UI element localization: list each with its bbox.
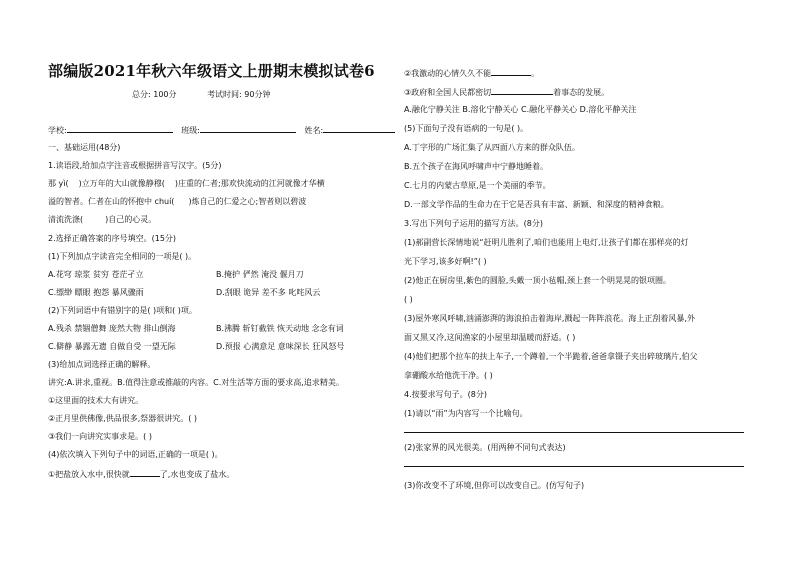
question-2-5: (5)下面句子没有语病的一句是( )。 [404, 124, 529, 133]
question-2-4-a: ①把盐放入水中,很快就 了,水也变成了盐水。 [48, 467, 234, 480]
option-c[interactable]: C.缥缈 瞟眼 抱怨 暴风骤雨 [48, 288, 144, 297]
question-2-4-b: ②我激动的心情久久不能 。 [404, 66, 539, 79]
option-b[interactable]: B.沸腾 斩钉截铁 恢天动地 念念有词 [216, 324, 344, 333]
question-4-1: (1)请以“雨”为内容写一个比喻句。 [404, 409, 528, 418]
question-3-3-line-2: 面又黑又冷,这间渔家的小屋里却温暖而舒适。( ) [404, 333, 576, 342]
question-2-3-b: ②正月里供佛像,供品很多,祭器很讲究。( ) [48, 414, 198, 423]
question-2: 2.选择正确答案的序号填空。(15分) [48, 234, 177, 243]
question-4: 4.按要求写句子。(8分) [404, 390, 487, 399]
question-2-3: (3)给加点词选择正确的解释。 [48, 360, 156, 369]
fill-blank[interactable] [491, 85, 553, 95]
exam-meta [132, 89, 298, 100]
question-3-1-line-2: 光下学习,该多好啊!”( ) [404, 257, 487, 266]
question-2-4: (4)依次填入下列句子中的词语,正确的一项是( )。 [48, 450, 223, 459]
question-2-1-options-cd [48, 287, 320, 298]
question-3-2-line-1: (2)他正在厨房里,紫色的圆脸,头戴一顶小毡帽,颈上套一个明晃晃的银项圈。 [404, 276, 671, 285]
question-4-3: (3)你改变不了环境,但你可以改变自己。(仿写句子) [404, 481, 585, 490]
question-3: 3.写出下列句子运用的描写方法。(8分) [404, 219, 543, 228]
question-3-4-line-1: (4)他们把那个拉车的扶上车子,一个蹲着,一个半跪着,爸爸拿镊子夹出碎玻璃片,伯父 [404, 352, 698, 361]
class-label: 班级: [181, 126, 200, 135]
name-label: 姓名: [304, 126, 324, 135]
option-a[interactable]: A.残杀 禁锢僧舞 庞然大物 排山倒海 [48, 324, 176, 333]
question-2-2: (2)下列词语中有错别字的是( )项和( )项。 [48, 306, 197, 315]
question-2-1: (1)下列加点字读音完全相同的一项是( )。 [48, 252, 197, 261]
question-2-3-a: ①这里面的技术大有讲究。 [48, 396, 144, 405]
question-2-5-option-a[interactable]: A.丁字形的广场汇集了从四面八方来的群众队伍。 [404, 143, 580, 152]
option-d[interactable]: D.刮眼 诡异 差不多 叱咤风云 [216, 288, 321, 297]
fill-blank[interactable] [491, 66, 531, 76]
exam-title: 部编版2021年秋六年级语文上册期末模拟试卷6 [48, 62, 375, 80]
question-2-5-option-b[interactable]: B.五个孩子在海风呼啸声中宁静地睡着。 [404, 162, 549, 171]
question-4-2: (2)张家界的风光很美。(用两种不同句式表达) [404, 443, 566, 452]
question-2-3-definitions: 讲究:A.讲求,重视。B.值得注意或推敲的内容。C.对生活等方面的要求高,追求精美。 [48, 378, 344, 387]
question-3-4-line-2: 拿硼酸水给他洗干净。( ) [404, 371, 493, 380]
question-2-2-options-cd [48, 341, 344, 352]
exam-time: 考试时间: 90分钟 [207, 90, 271, 99]
answer-line-2[interactable] [404, 466, 744, 467]
option-a[interactable]: A.花穹 琼浆 贫穷 苍茫孑立 [48, 270, 144, 279]
question-2-2-options-ab [48, 323, 344, 334]
question-1-passage-line-1: 那 yì( )立万年的大山就像静穆( )庄重的仁者;那欢快流动的江河就像才华横 [48, 179, 325, 188]
question-3-3-line-1: (3)屋外寒风呼啸,汹涌澎湃的海浪拍击着海岸,溅起一阵阵浪花。海上正刮着风暴,外 [404, 314, 695, 323]
option-b[interactable]: B.掩护 俨然 淹没 偃月刀 [216, 270, 304, 279]
question-3-1-line-1: (1)郝副营长深情地说“赶明儿胜利了,咱们也能用上电灯,让孩子们都在那样亮的灯 [404, 238, 689, 247]
question-2-3-c: ③我们一向讲究实事求是。( ) [48, 432, 152, 441]
student-info-row [48, 123, 395, 136]
school-label: 学校: [48, 126, 67, 135]
fill-blank[interactable] [130, 467, 160, 477]
question-2-4-options: A.融化宁静关注 B.溶化宁静关心 C.融化平静关心 D.溶化平静关注 [404, 105, 637, 114]
question-2-5-option-d[interactable]: D.一部文学作品的生命力在于它是否具有丰富、新颖、和深度的精神食粮。 [404, 200, 669, 209]
section-1-heading: 一、基础运用(48分) [48, 143, 121, 152]
answer-line-1[interactable] [404, 432, 744, 433]
question-2-5-option-c[interactable]: C.七月的内蒙古草原,是一个美丽的季节。 [404, 181, 551, 190]
school-field[interactable] [67, 123, 173, 133]
question-2-4-c: ③政府和全国人民都密切 着事态的发展。 [404, 85, 609, 98]
question-1: 1.读语段,给加点字注音或根据拼音写汉字。(5分) [48, 161, 222, 170]
question-2-1-options-ab [48, 269, 304, 280]
option-d[interactable]: D.预报 心满意足 意味深长 狂风怒号 [216, 342, 345, 351]
class-field[interactable] [200, 123, 296, 133]
question-1-passage-line-3: 清流洗涤( )自己的心灵。 [48, 215, 157, 224]
name-field[interactable] [323, 123, 395, 133]
question-1-passage-line-2: 溢的智者。仁者在山的怀抱中 chuí( )炼自己的仁爱之心;智者则以碧波 [48, 197, 307, 206]
question-3-2-line-2: ( ) [404, 295, 413, 304]
total-score: 总分: 100分 [132, 90, 177, 99]
option-c[interactable]: C.僻静 暴露无遗 自做自受 一望无际 [48, 342, 176, 351]
